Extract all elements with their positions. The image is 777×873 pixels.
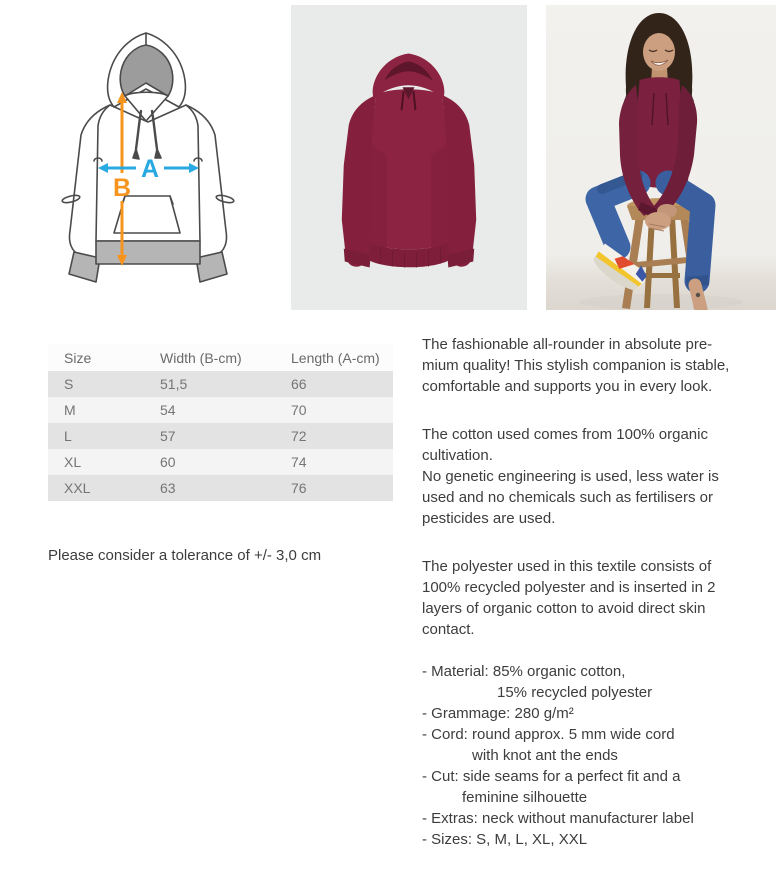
- text-line: 100% recycled polyester and is inserted in 2: [422, 579, 716, 596]
- table-row: [48, 423, 393, 449]
- col-header-width: Width (B-cm): [144, 344, 275, 371]
- table-cell: L: [64, 428, 72, 444]
- ankle-tattoo: [696, 293, 700, 297]
- text-line: The cotton used comes from 100% organic: [422, 426, 708, 443]
- text-line: - Sizes: S, M, L, XL, XXL: [422, 831, 588, 848]
- text-line: - Extras: neck without manufacturer label: [422, 810, 694, 827]
- description-paragraph-intro: [422, 334, 777, 397]
- text-line: - Material: 85% organic cotton,: [422, 663, 626, 680]
- product-photo-model: [546, 5, 776, 310]
- text-line: with knot ant the ends: [472, 747, 618, 764]
- text-line: - Cord: round approx. 5 mm wide cord: [422, 726, 675, 743]
- table-cell: 51,5: [160, 376, 188, 392]
- table-cell: 76: [291, 480, 307, 496]
- text-line: layers of organic cotton to avoid direct skin: [422, 600, 706, 617]
- text-line: The polyester used in this textile consists of: [422, 558, 712, 575]
- table-cell: XL: [64, 454, 82, 470]
- text-line: cultivation.: [422, 447, 493, 464]
- table-cell: XXL: [64, 480, 91, 496]
- text-line: mium quality! This stylish companion is stable,: [422, 357, 730, 374]
- table-cell: M: [64, 402, 76, 418]
- tolerance-note: Please consider a tolerance of +/- 3,0 cm: [48, 547, 322, 564]
- size-info-column: [48, 334, 393, 850]
- measure-label-b: B: [112, 174, 132, 202]
- product-photo-flat: [291, 5, 527, 310]
- product-description: [422, 334, 777, 850]
- table-cell: S: [64, 376, 74, 392]
- text-line: - Grammage: 280 g/m²: [422, 705, 574, 722]
- hem-band: [96, 241, 200, 264]
- description-paragraph-polyester: [422, 556, 777, 640]
- table-header-row: [48, 344, 393, 371]
- table-cell: 54: [160, 402, 176, 418]
- text-line: pesticides are used.: [422, 510, 556, 527]
- text-line: No genetic engineering is used, less water is: [422, 468, 719, 485]
- burgundy-hoodie-front-icon: [291, 5, 527, 310]
- text-line: comfortable and supports you in every look.: [422, 378, 713, 395]
- text-line: - Cut: side seams for a perfect fit and a: [422, 768, 681, 785]
- table-row: [48, 475, 393, 501]
- col-header-size: Size: [48, 344, 144, 371]
- table-cell: 57: [160, 428, 176, 444]
- text-line: feminine silhouette: [462, 789, 588, 806]
- hoodie-measurement-drawing-icon: [40, 11, 260, 311]
- size-table: [48, 344, 393, 501]
- product-info-row: [0, 334, 777, 850]
- table-cell: 60: [160, 454, 176, 470]
- text-line: contact.: [422, 621, 475, 638]
- table-cell: 72: [291, 428, 307, 444]
- text-line: 15% recycled polyester: [497, 684, 653, 701]
- table-cell: 63: [160, 480, 176, 496]
- model-on-stool-icon: [546, 5, 776, 310]
- size-table-body: [48, 371, 393, 501]
- table-row: [48, 449, 393, 475]
- size-guide-diagram: [40, 11, 260, 311]
- table-cell: 70: [291, 402, 307, 418]
- table-row: [48, 397, 393, 423]
- table-cell: 74: [291, 454, 307, 470]
- measure-label-a: A: [140, 155, 160, 183]
- description-paragraph-cotton: [422, 424, 777, 529]
- table-cell: 66: [291, 376, 307, 392]
- spec-list: [422, 661, 777, 850]
- product-image-row: [0, 0, 777, 311]
- text-line: used and no chemicals such as fertilisers or: [422, 489, 713, 506]
- col-header-length: Length (A-cm): [275, 344, 393, 371]
- table-row: [48, 371, 393, 397]
- text-line: The fashionable all-rounder in absolute pre-: [422, 336, 713, 353]
